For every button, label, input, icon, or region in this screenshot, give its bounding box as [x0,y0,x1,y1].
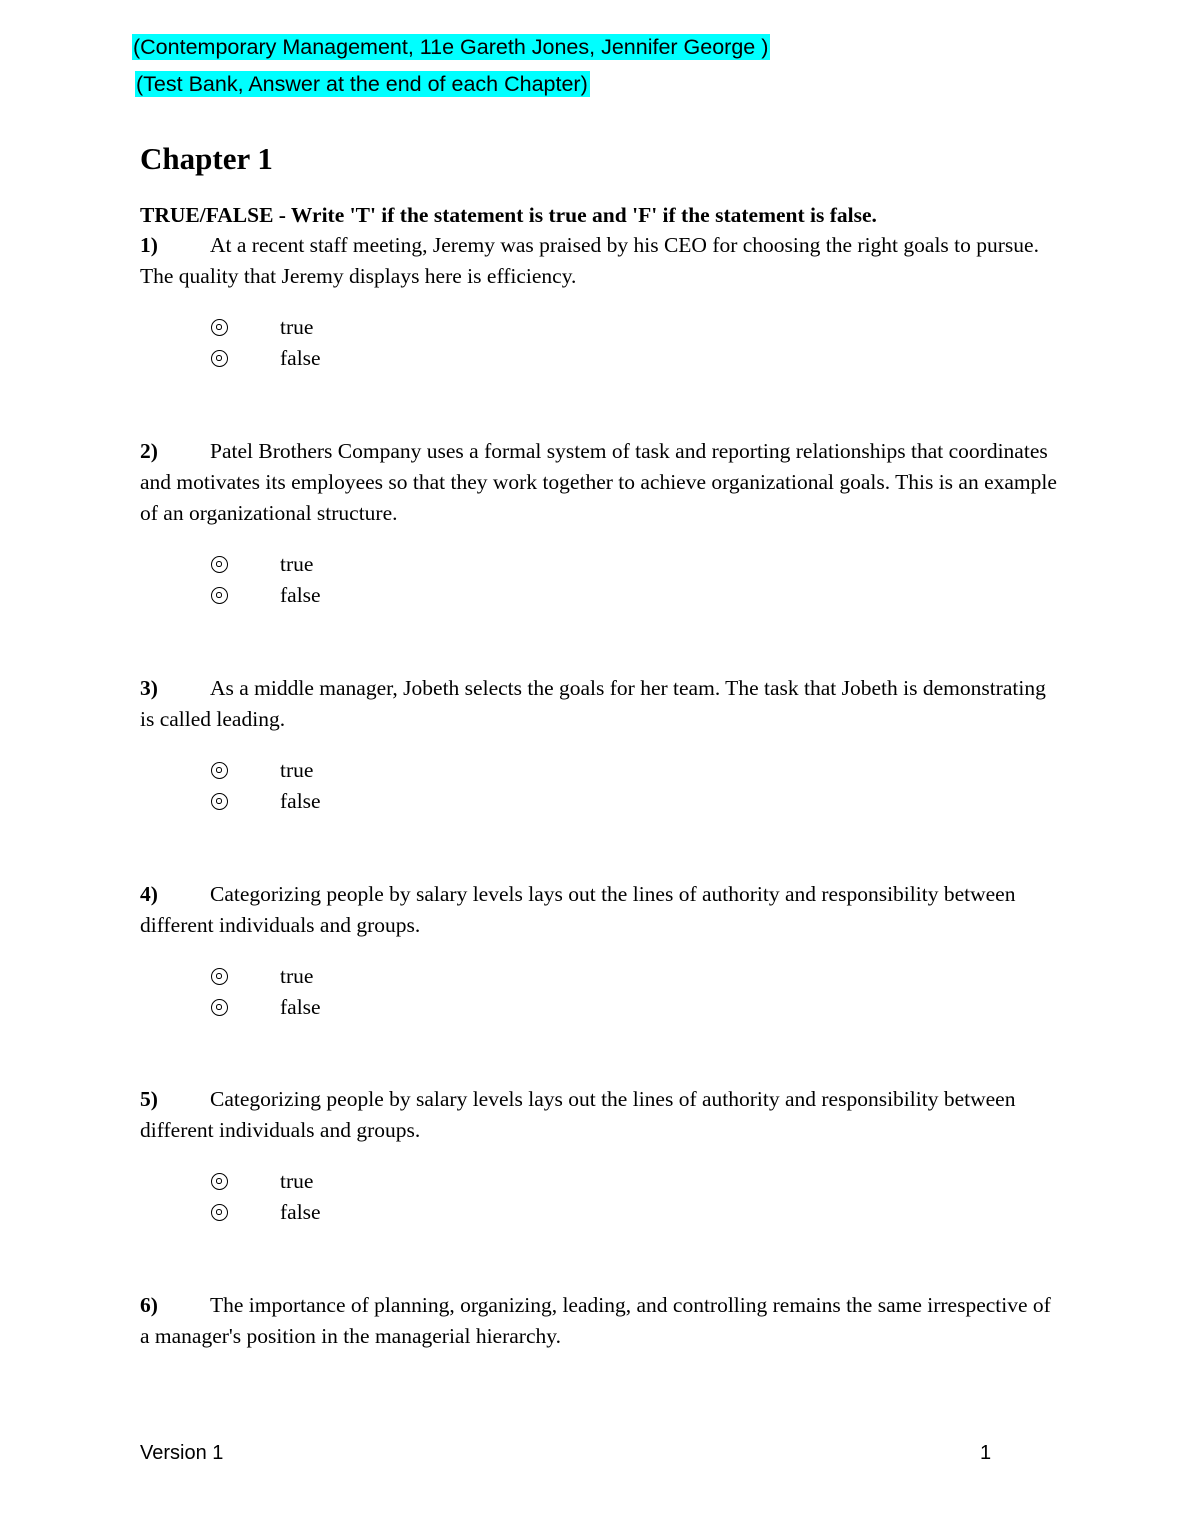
radio-button-icon[interactable] [211,999,228,1016]
option-label: false [280,1200,321,1224]
question-6 [140,1290,1060,1352]
radio-button-icon[interactable] [211,556,228,573]
option-label: true [280,315,314,339]
header-highlight-line-2: (Test Bank, Answer at the end of each Chapter) [136,72,588,96]
footer-version: Version 1 [140,1442,224,1464]
answer-options [211,549,1060,611]
chapter-title: Chapter 1 [140,141,273,176]
question-text: Categorizing people by salary levels lays out the lines of authority and responsibility between different individuals and groups. [140,1087,1016,1142]
question-number: 5) [140,1087,158,1111]
option-true[interactable] [211,755,1060,786]
radio-button-icon[interactable] [211,350,228,367]
option-false[interactable] [211,343,1060,374]
option-label: false [280,789,321,813]
option-true[interactable] [211,549,1060,580]
question-number: 1) [140,233,158,257]
radio-button-icon[interactable] [211,762,228,779]
option-false[interactable] [211,1197,1060,1228]
question-2 [140,436,1060,611]
option-label: false [280,995,321,1019]
option-true[interactable] [211,961,1060,992]
question-1 [140,230,1060,374]
option-label: true [280,1169,314,1193]
radio-button-icon[interactable] [211,319,228,336]
question-number: 6) [140,1293,158,1317]
question-text: The importance of planning, organizing, leading, and controlling remains the same irrespective of a manager's position in the managerial hierarchy. [140,1293,1051,1348]
option-false[interactable] [211,580,1060,611]
option-label: true [280,758,314,782]
option-label: false [280,583,321,607]
answer-options [211,755,1060,817]
question-4 [140,879,1060,1023]
option-label: false [280,346,321,370]
answer-options [211,1166,1060,1228]
option-true[interactable] [211,312,1060,343]
question-text: As a middle manager, Jobeth selects the goals for her team. The task that Jobeth is demonstrating is called leading. [140,676,1046,731]
answer-options [211,312,1060,374]
radio-button-icon[interactable] [211,1204,228,1221]
question-number: 2) [140,439,158,463]
header-highlight-line-1: (Contemporary Management, 11e Gareth Jones, Jennifer George ) [133,35,769,59]
question-3 [140,673,1060,817]
option-label: true [280,552,314,576]
question-text: Categorizing people by salary levels lays out the lines of authority and responsibility between different individuals and groups. [140,882,1016,937]
option-false[interactable] [211,992,1060,1023]
option-label: true [280,964,314,988]
section-instructions: TRUE/FALSE - Write 'T' if the statement is true and 'F' if the statement is false. [140,203,877,227]
question-text: Patel Brothers Company uses a formal system of task and reporting relationships that coordinates and motivates its employees so that they work together to achieve organizational goals. This is an example of an organizational structure. [140,439,1057,525]
option-false[interactable] [211,786,1060,817]
option-true[interactable] [211,1166,1060,1197]
question-number: 3) [140,676,158,700]
question-5 [140,1084,1060,1228]
answer-options [211,961,1060,1023]
radio-button-icon[interactable] [211,793,228,810]
radio-button-icon[interactable] [211,968,228,985]
footer-page-number: 1 [980,1442,992,1464]
radio-button-icon[interactable] [211,587,228,604]
question-text: At a recent staff meeting, Jeremy was praised by his CEO for choosing the right goals to pursue. The quality that Jeremy displays here is efficiency. [140,233,1039,288]
question-number: 4) [140,882,158,906]
radio-button-icon[interactable] [211,1173,228,1190]
